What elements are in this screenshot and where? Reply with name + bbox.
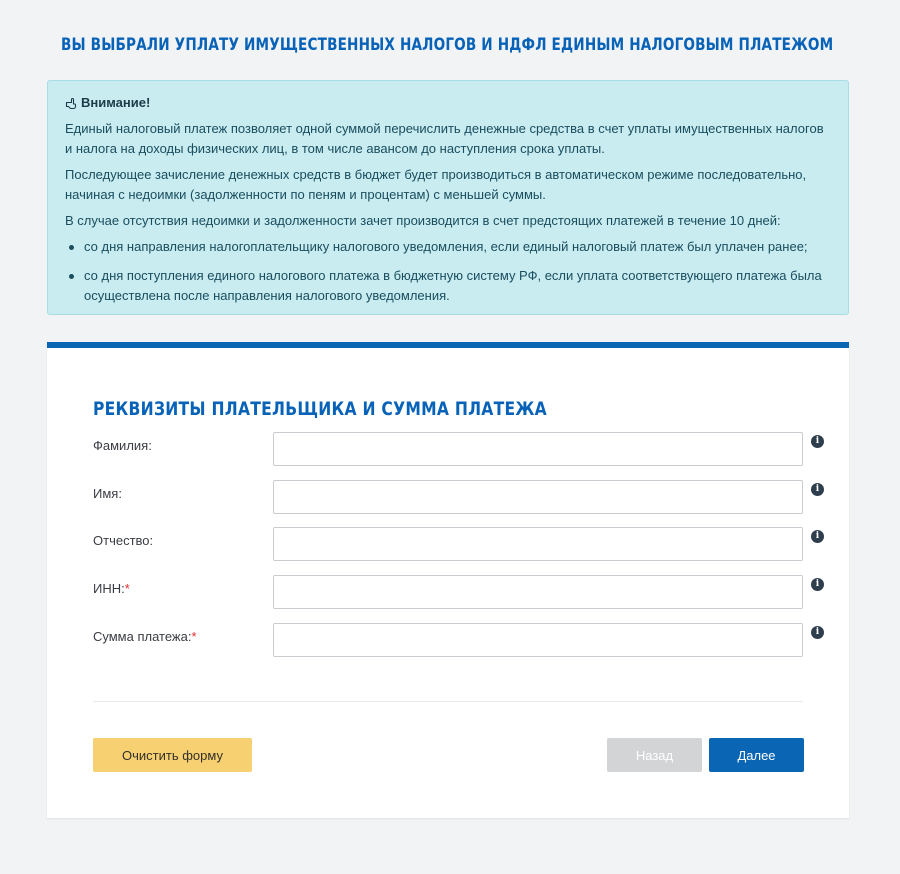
patronymic-field[interactable]: [273, 527, 803, 561]
required-mark: *: [124, 581, 130, 596]
form-row-patronymic: [93, 527, 833, 561]
page-header: [52, 32, 852, 58]
back-button[interactable]: Назад: [607, 738, 702, 772]
form-row-amount: [93, 623, 833, 657]
payer-details-card: [47, 342, 849, 818]
notice-heading-text: Внимание!: [81, 95, 151, 110]
hand-pointer-icon: [65, 97, 77, 109]
required-mark: *: [191, 629, 197, 644]
notice-bullet: со дня направления налогоплательщику налогового уведомления, если единый налоговый платеж был уплачен ранее;: [65, 237, 830, 257]
form-row-name: [93, 480, 833, 514]
info-icon[interactable]: i: [811, 626, 824, 639]
info-icon[interactable]: i: [811, 578, 824, 591]
surname-label: Фамилия:: [93, 438, 152, 453]
form-title: РЕКВИЗИТЫ ПЛАТЕЛЬЩИКА И СУММА ПЛАТЕЖА: [93, 398, 547, 420]
info-icon[interactable]: i: [811, 530, 824, 543]
inn-label: ИНН:*: [93, 581, 130, 596]
info-icon[interactable]: i: [811, 483, 824, 496]
notice-bullet: со дня поступления единого налогового платежа в бюджетную систему РФ, если уплата соответствующего платежа была осуществлена после направления налогового уведомления.: [65, 266, 830, 306]
name-field[interactable]: [273, 480, 803, 514]
info-icon[interactable]: i: [811, 435, 824, 448]
form-row-surname: [93, 432, 833, 466]
patronymic-label: Отчество:: [93, 533, 154, 548]
next-button[interactable]: Далее: [709, 738, 804, 772]
name-label: Имя:: [93, 486, 122, 501]
clear-form-button[interactable]: Очистить форму: [93, 738, 252, 772]
payment-amount-field[interactable]: [273, 623, 803, 657]
attention-notice: [47, 80, 849, 315]
notice-bullet-list: [65, 237, 830, 306]
notice-paragraph: В случае отсутствия недоимки и задолженности зачет производится в счет предстоящих платежей в течение 10 дней:: [65, 213, 781, 228]
surname-field[interactable]: [273, 432, 803, 466]
form-row-inn: [93, 575, 833, 609]
form-divider: [93, 701, 803, 702]
inn-field[interactable]: [273, 575, 803, 609]
notice-paragraph: Единый налоговый платеж позволяет одной суммой перечислить денежные средства в счет уплаты имущественных налогов и налога на доходы физических лиц, в том числе авансом до наступления срока уплаты.: [65, 121, 824, 156]
page-title: ВЫ ВЫБРАЛИ УПЛАТУ ИМУЩЕСТВЕННЫХ НАЛОГОВ И НДФЛ ЕДИНЫМ НАЛОГОВЫМ ПЛАТЕЖОМ: [61, 35, 834, 55]
notice-paragraph: Последующее зачисление денежных средств в бюджет будет производиться в автоматическом режиме последовательно, начиная с недоимки (задолженности по пеням и процентам) с меньшей суммы.: [65, 167, 807, 202]
amount-label: Сумма платежа:*: [93, 629, 197, 644]
notice-heading: [65, 93, 830, 113]
